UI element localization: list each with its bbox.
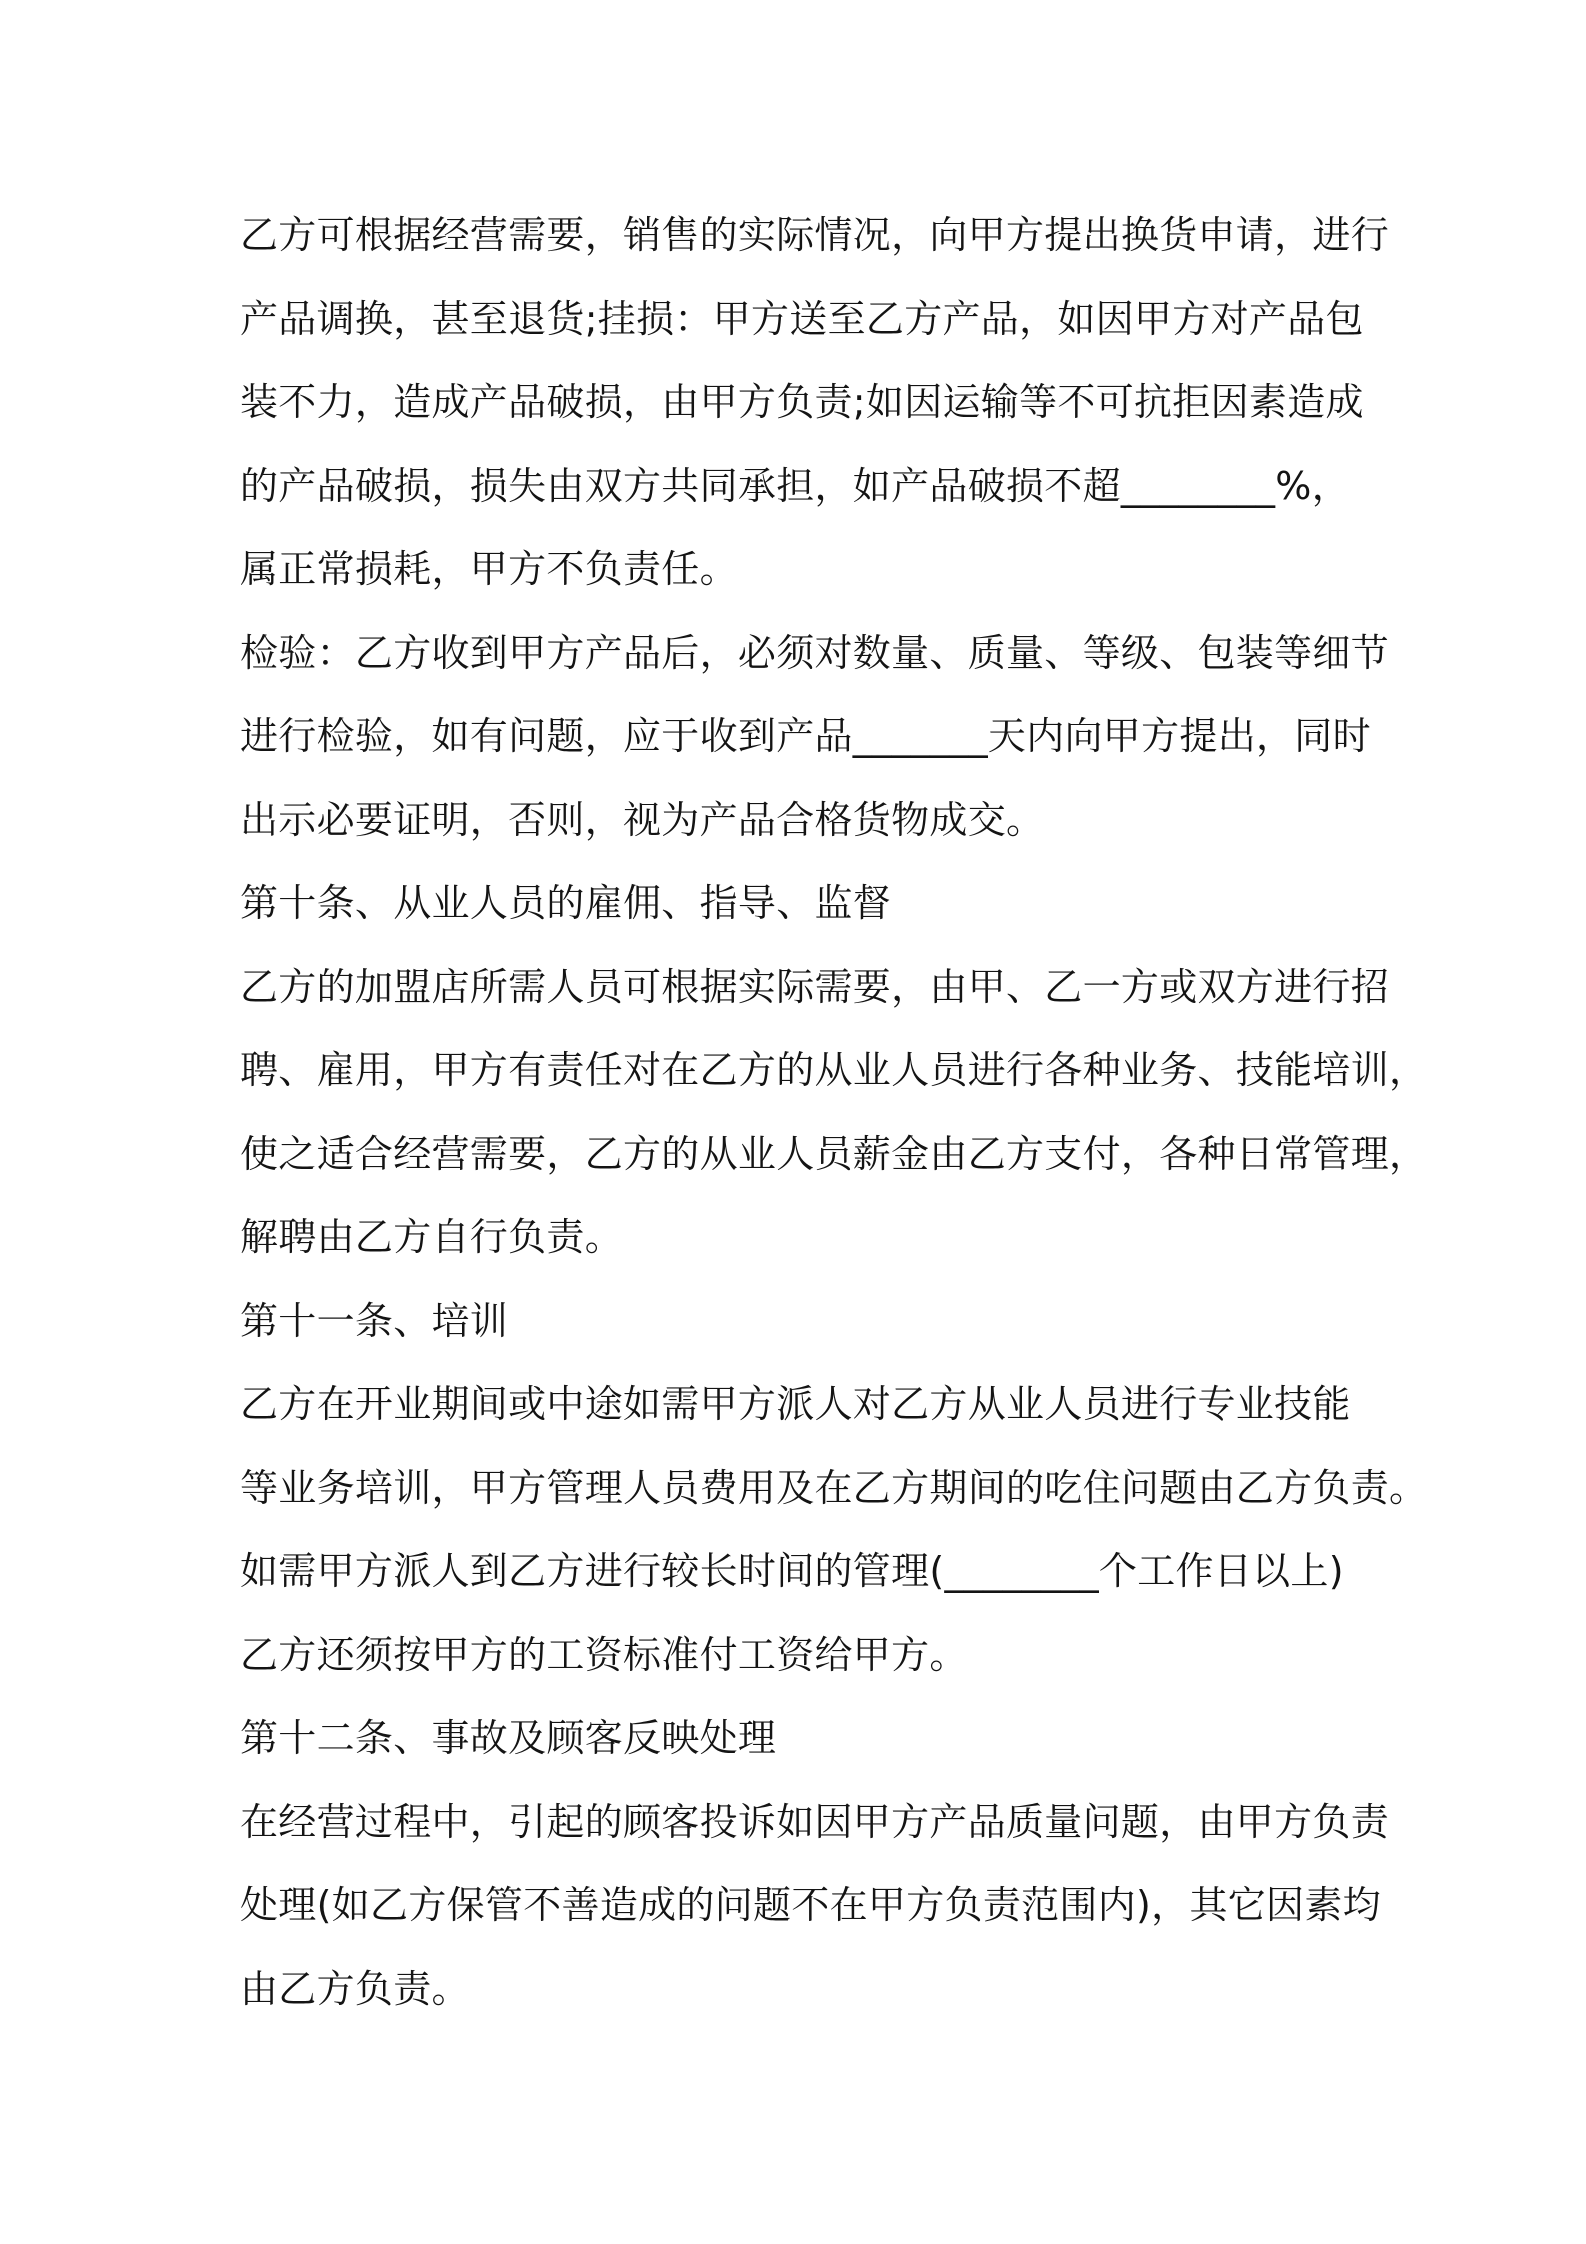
text-line: 乙方可根据经营需要，销售的实际情况，向甲方提出换货申请，进行 (240, 213, 1390, 257)
text-line: 使之适合经营需要，乙方的从业人员薪金由乙方支付，各种日常管理， (240, 1131, 1428, 1176)
text-line: 在经营过程中，引起的顾客投诉如因甲方产品质量问题，由甲方负责 (240, 1799, 1390, 1844)
document-body (240, 194, 1428, 2031)
section-heading: 第十条、从业人员的雇佣、指导、监督 (240, 881, 892, 925)
text-line: 进行检验，如有问题，应于收到产品_______天内向甲方提出，同时 (240, 714, 1371, 758)
text-line: 属正常损耗，甲方不负责任。 (240, 547, 738, 591)
text-line: 等业务培训，甲方管理人员费用及在乙方期间的吃住问题由乙方负责。 (240, 1465, 1428, 1510)
text-line: 解聘由乙方自行负责。 (240, 1215, 624, 1259)
text-line: 乙方还须按甲方的工资标准付工资给甲方。 (240, 1632, 968, 1677)
text-line: 如需甲方派人到乙方进行较长时间的管理(________个工作日以上) (240, 1549, 1344, 1593)
text-line: 聘、雇用，甲方有责任对在乙方的从业人员进行各种业务、技能培训， (240, 1048, 1428, 1092)
text-line: 检验：乙方收到甲方产品后，必须对数量、质量、等级、包装等细节 (240, 630, 1390, 675)
text-line: 装不力，造成产品破损，由甲方负责;如因运输等不可抗拒因素造成 (240, 380, 1364, 424)
text-line: 处理(如乙方保管不善造成的问题不在甲方负责范围内)，其它因素均 (240, 1883, 1381, 1927)
text-line: 出示必要证明，否则，视为产品合格货物成交。 (240, 797, 1045, 842)
text-line: 由乙方负责。 (240, 1966, 470, 2011)
text-line: 乙方在开业期间或中途如需甲方派人对乙方从业人员进行专业技能 (240, 1382, 1351, 1426)
section-heading: 第十一条、培训 (240, 1298, 509, 1343)
text-line: 乙方的加盟店所需人员可根据实际需要，由甲、乙一方或双方进行招 (240, 964, 1390, 1009)
text-line: 的产品破损，损失由双方共同承担，如产品破损不超________%， (240, 463, 1351, 508)
section-heading: 第十二条、事故及顾客反映处理 (240, 1716, 777, 1760)
text-line: 产品调换，甚至退货;挂损：甲方送至乙方产品，如因甲方对产品包 (240, 296, 1364, 341)
